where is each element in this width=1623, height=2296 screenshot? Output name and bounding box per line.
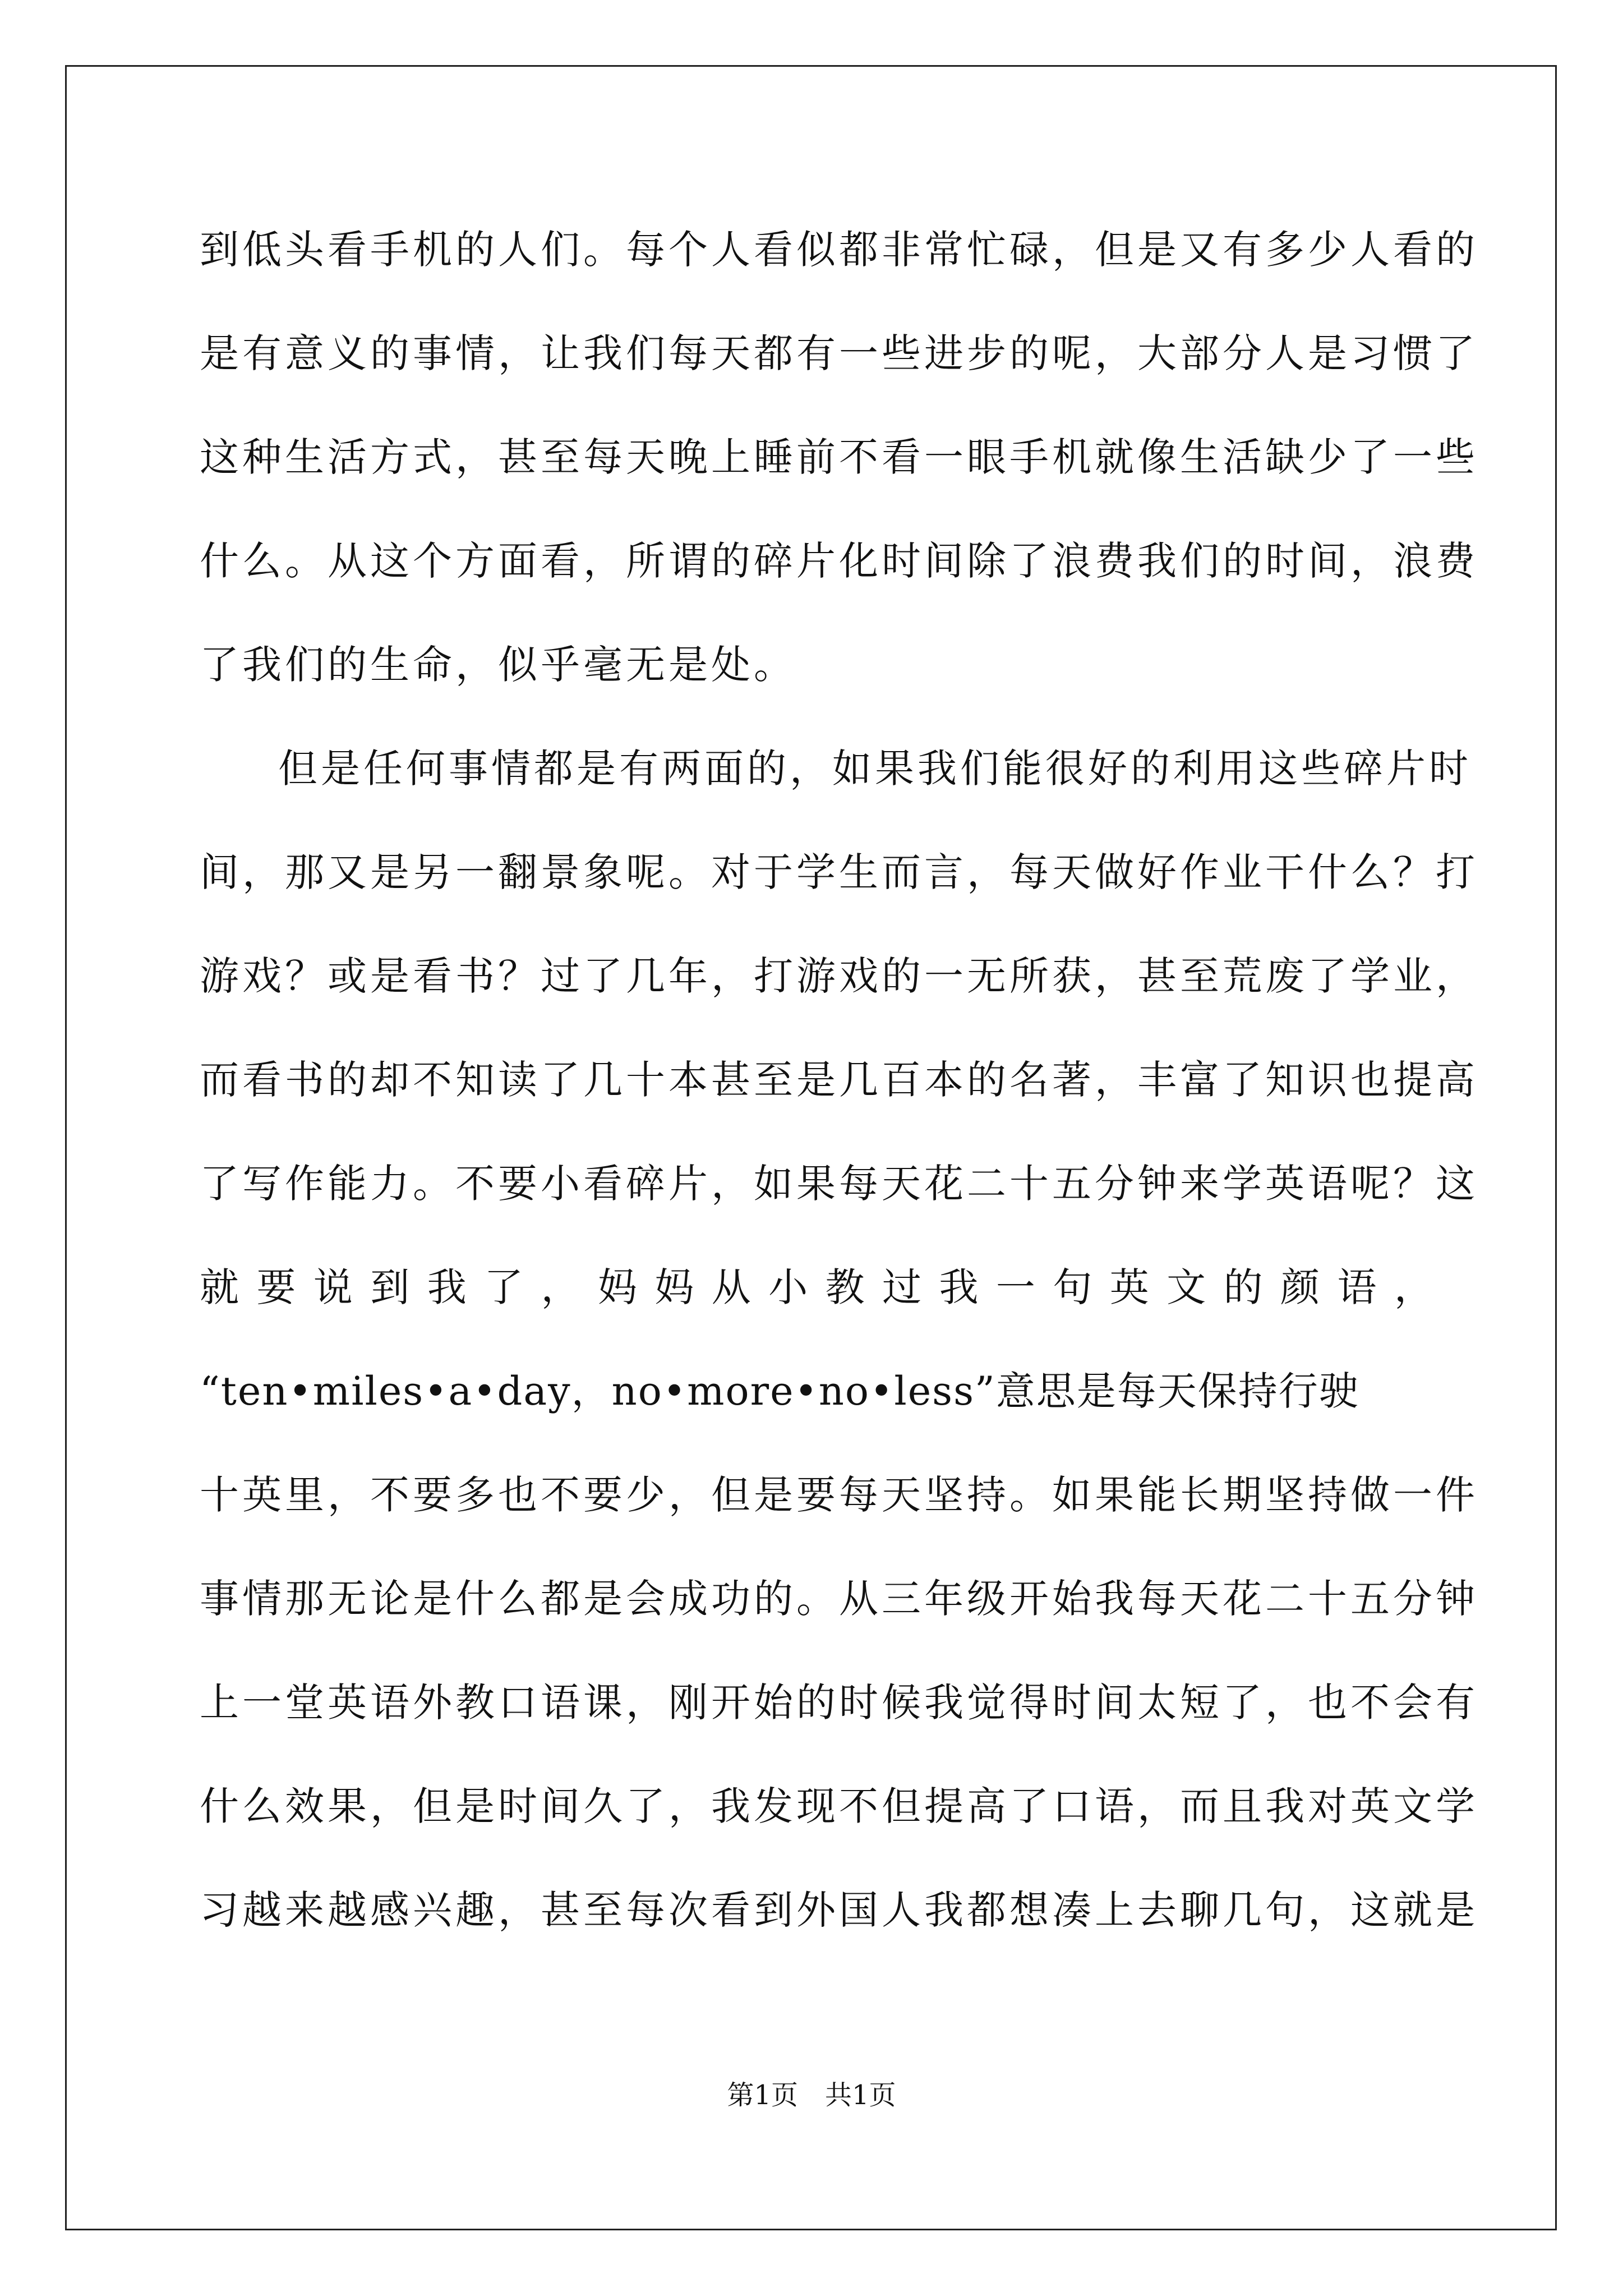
justified-char: 的 (1223, 1264, 1263, 1310)
justified-char: 过 (882, 1264, 922, 1310)
justified-char: 要 (256, 1264, 296, 1310)
text-line: 习越来越感兴趣，甚至每次看到外国人我都想凑上去聊几句，这就是 (200, 1887, 1478, 1933)
text-line: 游戏？或是看书？过了几年，打游戏的一无所获，甚至荒废了学业， (200, 953, 1478, 999)
text-line: 事情那无论是什么都是会成功的。从三年级开始我每天花二十五分钟 (200, 1576, 1478, 1622)
justified-char: ， (541, 1264, 580, 1310)
justified-char: 颜 (1280, 1264, 1320, 1310)
text-line: “ten•miles•a•day，no•more•no•less”意思是每天保持行驶 (200, 1368, 1359, 1414)
justified-char: 教 (825, 1264, 865, 1310)
text-line: 了我们的生命，似乎毫无是处。 (200, 642, 796, 688)
paragraph-first-line: 但是任何事情都是有两面的，如果我们能很好的利用这些碎片时 (278, 746, 1472, 792)
text-line: 这种生活方式，甚至每天晚上睡前不看一眼手机就像生活缺少了一些 (200, 434, 1478, 480)
justified-char: 文 (1166, 1264, 1206, 1310)
text-line: 十英里，不要多也不要少，但是要每天坚持。如果能长期坚持做一件 (200, 1472, 1478, 1518)
justified-char: 句 (1053, 1264, 1092, 1310)
justified-char: 语 (1337, 1264, 1377, 1310)
justified-char: 妈 (654, 1264, 694, 1310)
text-line: 间，那又是另一翻景象呢。对于学生而言，每天做好作业干什么？打 (200, 849, 1478, 895)
text-line: 什么效果，但是时间久了，我发现不但提高了口语，而且我对英文学 (200, 1783, 1478, 1829)
justified-char: 了 (484, 1264, 524, 1310)
justified-text-line (200, 1254, 1433, 1321)
justified-char: 英 (1109, 1264, 1149, 1310)
justified-char: 一 (995, 1264, 1035, 1310)
justified-char: 我 (427, 1264, 467, 1310)
justified-char: 从 (711, 1264, 751, 1310)
justified-char: ， (1394, 1264, 1433, 1310)
text-line: 什么。从这个方面看，所谓的碎片化时间除了浪费我们的时间，浪费 (200, 538, 1478, 584)
text-line: 而看书的却不知读了几十本甚至是几百本的名著，丰富了知识也提高 (200, 1057, 1478, 1103)
page-number-footer: 第1页 共1页 (727, 2079, 896, 2111)
justified-char: 到 (370, 1264, 410, 1310)
justified-char: 我 (939, 1264, 979, 1310)
text-line: 上一堂英语外教口语课，刚开始的时候我觉得时间太短了，也不会有 (200, 1680, 1478, 1726)
justified-char: 说 (313, 1264, 353, 1310)
justified-char: 妈 (597, 1264, 637, 1310)
justified-char: 小 (768, 1264, 808, 1310)
justified-char: 就 (200, 1264, 239, 1310)
text-line: 是有意义的事情，让我们每天都有一些进步的呢，大部分人是习惯了 (200, 330, 1478, 376)
text-line: 到低头看手机的人们。每个人看似都非常忙碌，但是又有多少人看的 (200, 227, 1478, 273)
text-line: 了写作能力。不要小看碎片，如果每天花二十五分钟来学英语呢？这 (200, 1161, 1478, 1207)
